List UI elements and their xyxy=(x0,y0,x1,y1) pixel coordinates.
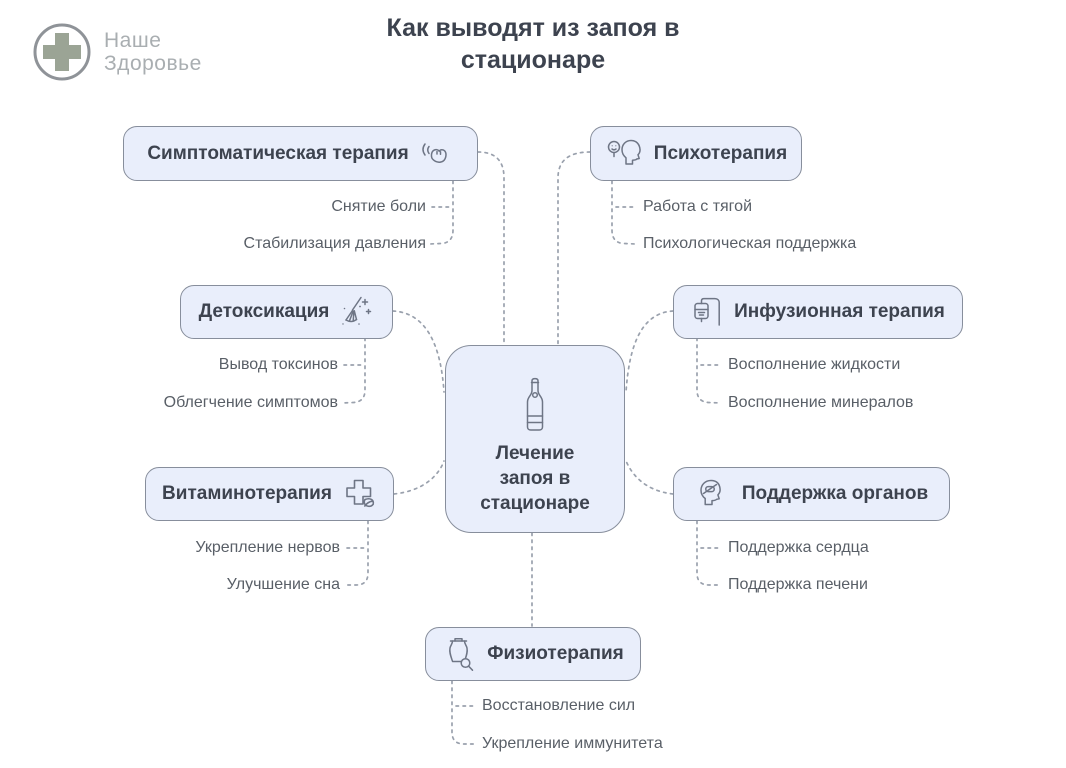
sub-item: Снятие боли xyxy=(331,198,426,215)
logo-text: Наше Здоровье xyxy=(104,29,202,75)
sub-item: Восполнение минералов xyxy=(728,394,914,411)
connector-infusion-center xyxy=(626,311,673,392)
sub-item: Вывод токсинов xyxy=(218,356,338,373)
logo-cross-icon xyxy=(30,20,94,84)
broom-icon xyxy=(338,294,374,330)
connector-psychotherapy-center xyxy=(558,152,590,345)
logo xyxy=(30,20,202,84)
branch-label: Физиотерапия xyxy=(487,643,624,664)
branch-node-psychotherapy xyxy=(590,126,802,181)
head-organ-icon xyxy=(695,477,733,511)
branch-node-organs xyxy=(673,467,950,521)
page-title: Как выводят из запоя в стационаре xyxy=(386,14,680,74)
connector-organs-center xyxy=(626,461,673,494)
center-node xyxy=(445,345,625,533)
branch-label: Поддержка органов xyxy=(741,483,929,504)
sub-item: Укрепление иммунитета xyxy=(482,735,663,752)
sub-item: Восполнение жидкости xyxy=(728,356,901,373)
center-node-label: Лечение запоя в стационаре xyxy=(480,442,590,514)
sub-item: Восстановление сил xyxy=(482,697,636,714)
branch-label: Симптоматическая терапия xyxy=(147,142,409,164)
sub-item: Работа с тягой xyxy=(643,198,752,215)
branch-label: Психотерапия xyxy=(653,142,788,164)
bottle-icon xyxy=(515,377,555,437)
connector-detox-center xyxy=(393,311,444,392)
branch-node-symptomatic xyxy=(123,126,478,181)
connector-symptomatic-center xyxy=(478,152,504,345)
sub-item: Улучшение сна xyxy=(226,576,340,593)
branch-node-infusion xyxy=(673,285,963,339)
vitamin-cross-leaf-icon xyxy=(341,476,377,512)
connector-vitamins-center xyxy=(394,461,444,494)
branch-label: Витаминотерапия xyxy=(162,483,332,504)
sub-item: Поддержка сердца xyxy=(728,539,869,556)
branch-node-detox xyxy=(180,285,393,339)
iv-drip-icon xyxy=(691,296,725,328)
cupping-jar-icon xyxy=(442,635,478,673)
sub-item: Облегчение симптомов xyxy=(163,394,338,411)
branch-node-physio xyxy=(425,627,641,681)
branch-label: Детоксикация xyxy=(198,301,330,322)
sub-item: Поддержка печени xyxy=(728,576,868,593)
branch-node-vitamins xyxy=(145,467,394,521)
sub-item: Стабилизация давления xyxy=(243,235,426,252)
psychotherapy-head-icon xyxy=(605,137,645,171)
pain-relief-icon xyxy=(418,136,454,172)
sub-item: Укрепление нервов xyxy=(195,539,340,556)
sub-item: Психологическая поддержка xyxy=(643,235,857,252)
branch-label: Инфузионная терапия xyxy=(734,301,945,322)
